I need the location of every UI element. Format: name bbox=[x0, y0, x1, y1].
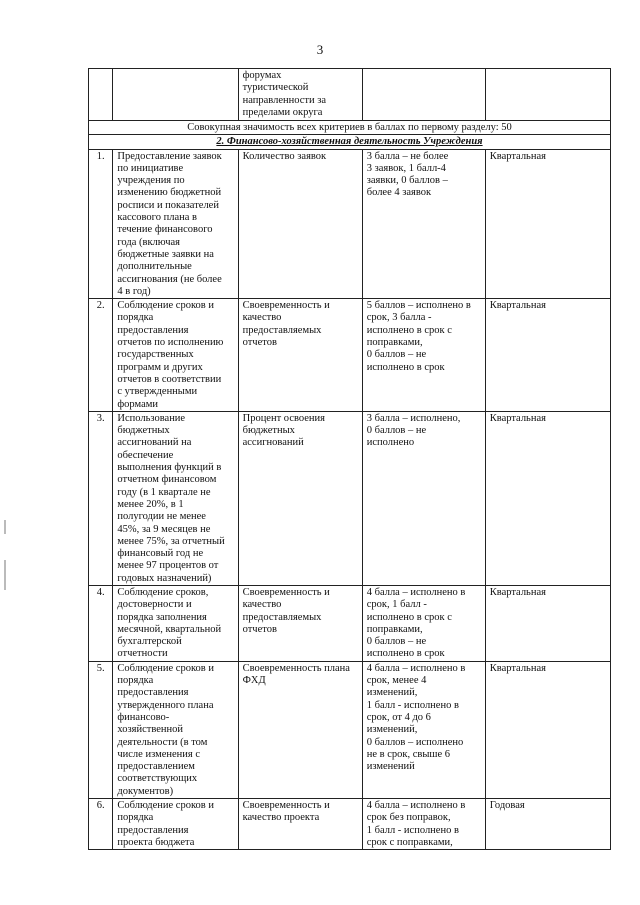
cell-criteria-line: 1 балл - исполнено в bbox=[366, 699, 459, 711]
cell-criteria-line: срок, менее 4 bbox=[366, 675, 427, 687]
cell-indicator-line: Своевременность и bbox=[242, 800, 330, 812]
cell-indicator-line: Своевременность плана bbox=[242, 662, 350, 674]
cell-name-line: деятельности (в том bbox=[117, 736, 208, 748]
cell-criteria-line: исполнено bbox=[366, 437, 415, 449]
scan-edge-mark bbox=[4, 560, 6, 590]
cell-name-line: порядка bbox=[117, 675, 154, 687]
cell-criteria-line: изменений bbox=[366, 761, 415, 773]
cell-criteria-line: исполнено в срок bbox=[366, 361, 445, 373]
table-row bbox=[89, 411, 611, 585]
cell-criteria-line: 0 баллов – исполнено bbox=[366, 736, 464, 748]
table-row bbox=[89, 799, 611, 850]
cell-name-line: года (включая bbox=[117, 236, 181, 248]
cell-indicator-line: Своевременность и bbox=[242, 586, 330, 598]
cell-criteria-line: 4 балла – исполнено в bbox=[366, 662, 466, 674]
cell-criteria-line: срок без поправок, bbox=[366, 812, 451, 824]
cell-criteria-line: не в срок, свыше 6 bbox=[366, 748, 451, 760]
cell-name-line: дополнительные bbox=[117, 261, 192, 273]
cell-indicator-line: ФХД bbox=[242, 675, 266, 687]
cell-indicator bbox=[238, 661, 362, 798]
cell-indicator bbox=[238, 799, 362, 850]
cell-name-line: отчетов по исполнению bbox=[117, 337, 224, 349]
cell-name-line: программ и других bbox=[117, 361, 203, 373]
cell-name-line: отчетном финансовом bbox=[117, 474, 217, 486]
cell-name bbox=[113, 299, 238, 412]
cell-number: 3. bbox=[89, 411, 113, 585]
summary-row bbox=[89, 121, 611, 135]
cell-indicator bbox=[238, 149, 362, 299]
cell-name-line: формами bbox=[117, 398, 159, 410]
cell-criteria bbox=[362, 799, 485, 850]
cell-name-line: Использование bbox=[117, 412, 186, 424]
cell-indicator-line: направленности за bbox=[242, 94, 327, 106]
table-row bbox=[89, 585, 611, 661]
cell-name-line: отчетности bbox=[117, 648, 168, 660]
cell-name-line: числе изменения с bbox=[117, 748, 201, 760]
cell-name-line: Соблюдение сроков и bbox=[117, 300, 214, 312]
cell-criteria bbox=[362, 299, 485, 412]
cell-period: Квартальная bbox=[485, 585, 610, 661]
cell-period: Квартальная bbox=[485, 299, 610, 412]
cell-name-line: бухгалтерской bbox=[117, 636, 182, 648]
cell-name-line: учреждения по bbox=[117, 175, 185, 187]
cell-name-line: утвержденного плана bbox=[117, 699, 214, 711]
cell-name-line: документов) bbox=[117, 785, 174, 797]
cell-name-line: росписи и показателей bbox=[117, 199, 219, 211]
cell-name-line: ассигнования (не более bbox=[117, 273, 222, 285]
cell-name-line: обеспечение bbox=[117, 449, 174, 461]
cell-criteria-line: поправками, bbox=[366, 623, 423, 635]
cell-criteria-line: 3 балла – не более bbox=[366, 150, 449, 162]
cell-indicator-line: пределами округа bbox=[242, 106, 323, 118]
cell-criteria-line: 1 балл - исполнено в bbox=[366, 824, 459, 836]
cell-criteria-line: 0 баллов – не bbox=[366, 349, 427, 361]
cell-criteria-line: изменений, bbox=[366, 724, 418, 736]
cell-name-line: течение финансового bbox=[117, 224, 213, 236]
cell-name-line: ассигнований на bbox=[117, 437, 192, 449]
cell-name-line: достоверности и bbox=[117, 599, 192, 611]
cell-indicator-line: Количество заявок bbox=[242, 150, 327, 162]
cell-indicator bbox=[238, 69, 362, 121]
cell-name-line: отчетов в соответствии bbox=[117, 373, 222, 385]
cell-name-line: годовых назначений) bbox=[117, 572, 212, 584]
cell-name-line: финансово- bbox=[117, 711, 170, 723]
cell-indicator-line: Процент освоения bbox=[242, 412, 325, 424]
cell-indicator-line: отчетов bbox=[242, 337, 277, 349]
cell-criteria-line: поправками, bbox=[366, 337, 423, 349]
cell-name bbox=[113, 411, 238, 585]
cell-number: 4. bbox=[89, 585, 113, 661]
cell-indicator-line: качество bbox=[242, 312, 282, 324]
cell-name-line: году (в 1 квартале не bbox=[117, 486, 211, 498]
cell-name-line: менее 75%, за отчетный bbox=[117, 535, 225, 547]
cell-criteria-line: срок, 1 балл - bbox=[366, 599, 427, 611]
cell-criteria-line: исполнено в срок с bbox=[366, 611, 452, 623]
cell-name-line: порядка bbox=[117, 312, 154, 324]
cell-name-line: государственных bbox=[117, 349, 194, 361]
section-header-row bbox=[89, 135, 611, 149]
cell-name-line: предоставления bbox=[117, 324, 189, 336]
cell-name-line: 4 в год) bbox=[117, 285, 151, 297]
cell-criteria-line: исполнено в срок bbox=[366, 648, 445, 660]
cell-criteria-line: 0 баллов – не bbox=[366, 636, 427, 648]
page-number: 3 bbox=[316, 42, 324, 57]
cell-indicator-line: качество bbox=[242, 599, 282, 611]
cell-name-line: бюджетные заявки на bbox=[117, 248, 214, 260]
cell-indicator-line: предоставляемых bbox=[242, 611, 322, 623]
cell-criteria-line: 4 балла – исполнено в bbox=[366, 586, 466, 598]
cell-name bbox=[113, 149, 238, 299]
cell-name-line: Соблюдение сроков и bbox=[117, 800, 214, 812]
cell-criteria bbox=[362, 149, 485, 299]
cell-criteria-line: 5 баллов – исполнено в bbox=[366, 300, 471, 312]
cell-name-line: месячной, квартальной bbox=[117, 623, 222, 635]
cell-indicator-line: форумах bbox=[242, 70, 282, 81]
cell-criteria-line: более 4 заявок bbox=[366, 187, 432, 199]
cell-criteria-line: изменений, bbox=[366, 687, 418, 699]
cell-criteria-line: 3 заявок, 1 балл-4 bbox=[366, 162, 446, 174]
cell-name-line: кассового плана в bbox=[117, 212, 197, 224]
cell-criteria bbox=[362, 69, 485, 121]
cell-name-line: менее 97 процентов от bbox=[117, 560, 219, 572]
cell-number: 2. bbox=[89, 299, 113, 412]
table-row bbox=[89, 149, 611, 299]
cell-number: 6. bbox=[89, 799, 113, 850]
cell-name-line: порядка заполнения bbox=[117, 611, 207, 623]
cell-number: 5. bbox=[89, 661, 113, 798]
cell-indicator-line: Своевременность и bbox=[242, 300, 330, 312]
cell-name-line: с утвержденными bbox=[117, 386, 198, 398]
cell-indicator-line: качество проекта bbox=[242, 812, 320, 824]
cell-name-line: предоставлением bbox=[117, 761, 195, 773]
cell-name-line: по инициативе bbox=[117, 162, 184, 174]
cell-criteria-line: заявки, 0 баллов – bbox=[366, 175, 448, 187]
cell-period bbox=[485, 69, 610, 121]
cell-criteria-line: 4 балла – исполнено в bbox=[366, 800, 466, 812]
cell-criteria bbox=[362, 661, 485, 798]
scan-edge-mark bbox=[4, 520, 6, 534]
table-row bbox=[89, 69, 611, 121]
cell-name-line: предоставления bbox=[117, 687, 189, 699]
cell-name-line: финансовый год не bbox=[117, 548, 204, 560]
cell-name-line: Соблюдение сроков и bbox=[117, 662, 214, 674]
cell-indicator-line: предоставляемых bbox=[242, 324, 322, 336]
cell-name-line: выполнения функций в bbox=[117, 462, 222, 474]
cell-name-line: хозяйственной bbox=[117, 724, 183, 736]
cell-name bbox=[113, 661, 238, 798]
cell-criteria-line: срок с поправками, bbox=[366, 836, 453, 848]
cell-period: Квартальная bbox=[485, 411, 610, 585]
cell-indicator-line: туристической bbox=[242, 82, 309, 94]
cell-indicator-line: ассигнований bbox=[242, 437, 304, 449]
cell-indicator bbox=[238, 299, 362, 412]
cell-period: Квартальная bbox=[485, 661, 610, 798]
summary-text: Совокупная значимость всех критериев в баллах по первому разделу: 50 bbox=[89, 121, 611, 135]
cell-name-line: менее 20%, в 1 bbox=[117, 498, 184, 510]
cell-name-line: 45%, за 9 месяцев не bbox=[117, 523, 211, 535]
cell-criteria-line: 3 балла – исполнено, bbox=[366, 412, 461, 424]
cell-name-line: соответствующих bbox=[117, 773, 198, 785]
cell-name-line: предоставления bbox=[117, 824, 189, 836]
section-title: 2. Финансово-хозяйственная деятельность Учреждения bbox=[89, 135, 611, 149]
cell-number bbox=[89, 69, 113, 121]
cell-name-line: бюджетных bbox=[117, 425, 170, 437]
cell-period: Квартальная bbox=[485, 149, 610, 299]
cell-name-line: изменению бюджетной bbox=[117, 187, 222, 199]
cell-criteria bbox=[362, 585, 485, 661]
table-row bbox=[89, 299, 611, 412]
table-row bbox=[89, 661, 611, 798]
cell-indicator-line: отчетов bbox=[242, 623, 277, 635]
cell-period: Годовая bbox=[485, 799, 610, 850]
cell-name-line: Предоставление заявок bbox=[117, 150, 222, 162]
cell-indicator bbox=[238, 411, 362, 585]
cell-name bbox=[113, 69, 238, 121]
cell-indicator bbox=[238, 585, 362, 661]
cell-name-line: проекта бюджета bbox=[117, 836, 195, 848]
criteria-table bbox=[88, 68, 611, 850]
cell-name-line: полугодии не менее bbox=[117, 511, 206, 523]
cell-name bbox=[113, 799, 238, 850]
cell-name-line: порядка bbox=[117, 812, 154, 824]
cell-criteria-line: срок, от 4 до 6 bbox=[366, 711, 431, 723]
cell-criteria bbox=[362, 411, 485, 585]
cell-name bbox=[113, 585, 238, 661]
cell-indicator-line: бюджетных bbox=[242, 425, 295, 437]
cell-name-line: Соблюдение сроков, bbox=[117, 586, 209, 598]
cell-criteria-line: исполнено в срок с bbox=[366, 324, 452, 336]
cell-number: 1. bbox=[89, 149, 113, 299]
cell-criteria-line: срок, 3 балла - bbox=[366, 312, 432, 324]
cell-criteria-line: 0 баллов – не bbox=[366, 425, 427, 437]
